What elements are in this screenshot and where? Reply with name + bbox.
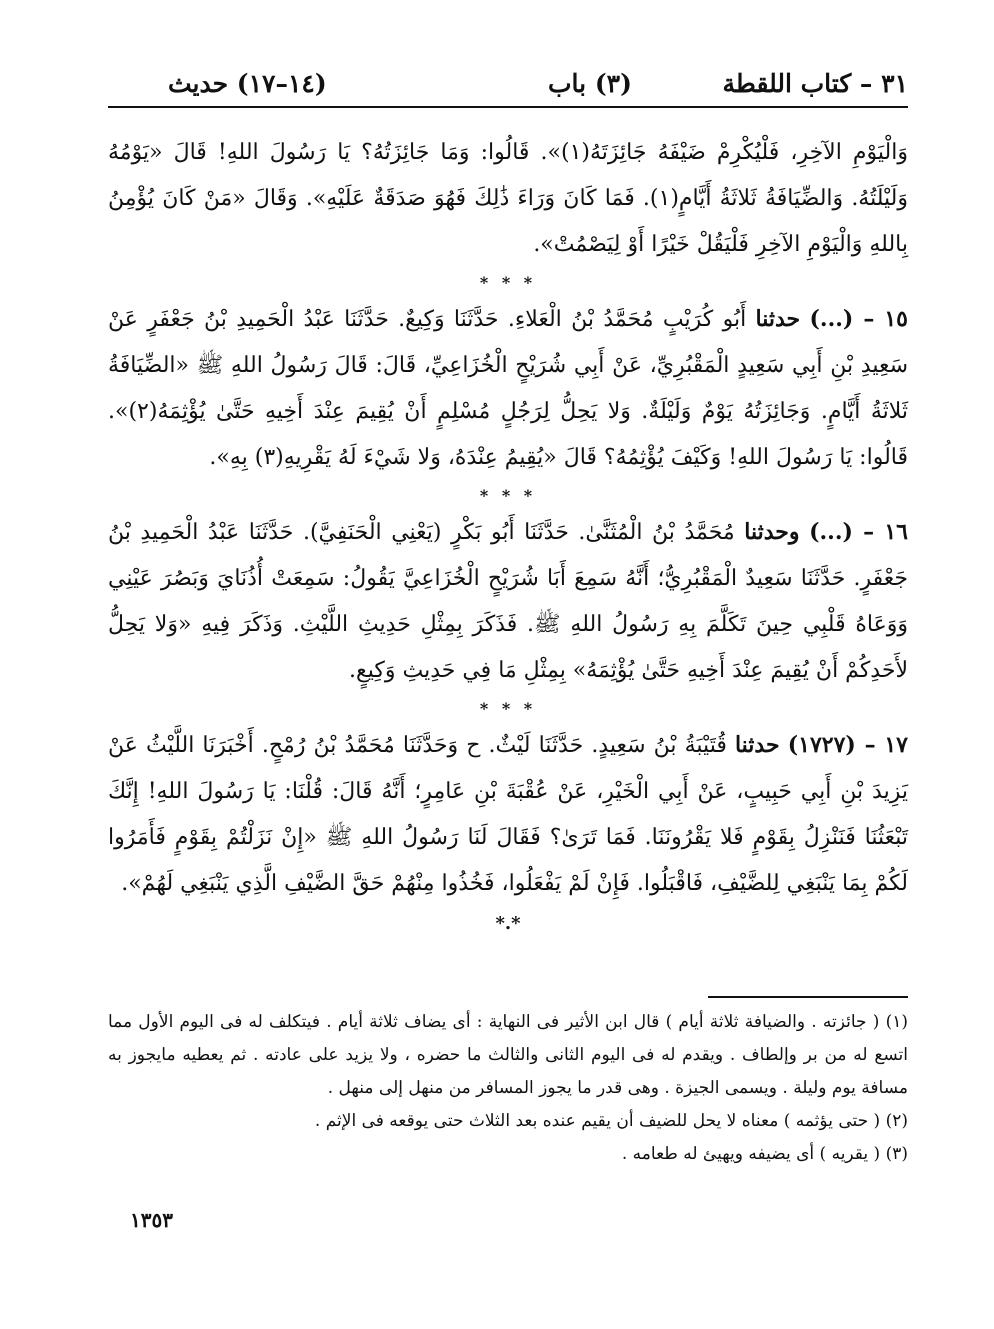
hadith-text: أَبُو كُرَيْبٍ مُحَمَّدُ بْنُ الْعَلاءِ. حَدَّثَنَا وَكِيعٌ. حَدَّثَنَا عَبْدُ الْحَمِيدِ بْنُ جَعْفَرٍ عَنْ سَعِيدِ بْنِ أَبِي سَعِيدٍ الْمَقْبُرِيِّ، عَنْ أَبِي شُرَيْحٍ الْخُزَاعِيِّ، قَالَ: قَالَ رَسُولُ اللهِ ﷺ «الضِّيَافَةُ ثَلاثَةُ أَيَّامٍ. وَجَائِزَتُهُ يَوْمٌ وَلَيْلَةٌ. وَلا يَحِلُّ لِرَجُلٍ مُسْلِمٍ أَنْ يُقِيمَ عِنْدَ أَخِيهِ حَتَّىٰ يُؤْثِمَهُ(٢)». قَالُوا: يَا رَسُولَ اللهِ! وَكَيْفَ يُؤْثِمُهُ؟ قَالَ «يُقِيمُ عِنْدَهُ، وَلا شَيْءَ لَهُ يَقْرِيهِ(٣) بِهِ». <box>108 307 908 470</box>
footnote-3: (٣) ( يقريه ) أى يضيفه ويهيئ له طعامه . <box>621 1144 908 1164</box>
paragraph-continuation: وَالْيَوْمِ الآخِرِ، فَلْيُكْرِمْ ضَيْفَهُ جَائِزَتَهُ(١)». قَالُوا: وَمَا جَائِزَتُهُ؟ يَا رَسُولَ اللهِ! قَالَ «يَوْمُهُ وَلَيْلَتُهُ. وَالضِّيَافَةُ ثَلاثَةُ أَيَّامٍ(١). فَمَا كَانَ وَرَاءَ ذَٰلِكَ فَهُوَ صَدَقَةٌ عَلَيْهِ». وَقَالَ «مَنْ كَانَ يُؤْمِنُ بِاللهِ وَالْيَوْمِ الآخِرِ فَلْيَقُلْ خَيْرًا أَوْ لِيَصْمُتْ». <box>108 140 908 257</box>
section-separator: * * * <box>479 699 537 718</box>
hadith-17 <box>108 722 908 907</box>
footnote-2: (٢) ( حتى يؤثمه ) معناه لا يحل للضيف أن يقيم عنده بعد الثلاث حتى يوقعه فى الإثم . <box>314 1111 908 1131</box>
footnote-divider <box>708 996 908 998</box>
hadith-opener: وحدثنا <box>744 519 800 545</box>
header-hadith-range: (١٤–١٧) حديث <box>168 69 327 98</box>
hadith-number: ١٥ – (...) <box>809 306 908 332</box>
header-chapter: (٣) باب <box>548 69 632 98</box>
section-separator: * * * <box>479 273 537 292</box>
header-book-title: ٣١ – كتاب اللقطة <box>722 69 908 98</box>
hadith-16 <box>108 509 908 694</box>
running-header <box>108 62 908 106</box>
hadith-opener: حدثنا <box>734 732 780 758</box>
section-separator: * * * <box>479 486 537 505</box>
hadith-number: ١٧ – (١٧٢٧) <box>787 732 908 758</box>
page-number: ١٣٥٣ <box>130 1208 173 1232</box>
hadith-text: قُتَيْبَةُ بْنُ سَعِيدٍ. حَدَّثَنَا لَيْثٌ. ح وَحَدَّثَنَا مُحَمَّدُ بْنُ رُمْحٍ. أَخْبَرَنَا اللَّيْثُ عَنْ يَزِيدَ بْنِ أَبِي حَبِيبٍ، عَنْ أَبِي الْخَيْرِ، عَنْ عُقْبَةَ بْنِ عَامِرٍ؛ أَنَّهُ قَالَ: قُلْنَا: يَا رَسُولَ اللهِ! إِنَّكَ تَبْعَثُنَا فَنَنْزِلُ بِقَوْمٍ فَلا يَقْرُونَنَا. فَمَا تَرَىٰ؟ فَقَالَ لَنَا رَسُولُ اللهِ ﷺ «إِنْ نَزَلْتُمْ بِقَوْمٍ فَأَمَرُوا لَكُمْ بِمَا يَنْبَغِي لِلضَّيْفِ، فَاقْبَلُوا. فَإِنْ لَمْ يَفْعَلُوا، فَخُذُوا مِنْهُمْ حَقَّ الضَّيْفِ الَّذِي يَنْبَغِي لَهُمْ». <box>108 733 908 896</box>
header-divider <box>108 106 908 108</box>
chapter-end-mark: *.* <box>495 913 521 934</box>
hadith-15 <box>108 296 908 481</box>
footnotes <box>108 1006 908 1171</box>
hadith-text: مُحَمَّدُ بْنُ الْمُثَنَّىٰ. حَدَّثَنَا أَبُو بَكْرٍ (يَعْنِي الْحَنَفِيَّ). حَدَّثَنَا عَبْدُ الْحَمِيدِ بْنُ جَعْفَرٍ. حَدَّثَنَا سَعِيدٌ الْمَقْبُرِيُّ؛ أَنَّهُ سَمِعَ أَبَا شُرَيْحٍ الْخُزَاعِيَّ يَقُولُ: سَمِعَتْ أُذُنَايَ وَبَصُرَ عَيْنِي وَوَعَاهُ قَلْبِي حِينَ تَكَلَّمَ بِهِ رَسُولُ اللهِ ﷺ. فَذَكَرَ بِمِثْلِ حَدِيثِ اللَّيْثِ. وَذَكَرَ فِيهِ «وَلا يَحِلُّ لأَحَدِكُمْ أَنْ يُقِيمَ عِنْدَ أَخِيهِ حَتَّىٰ يُؤْثِمَهُ» بِمِثْلِ مَا فِي حَدِيثِ وَكِيعٍ. <box>108 520 908 683</box>
hadith-number: ١٦ – (...) <box>809 519 908 545</box>
footnote-1: (١) ( جائزته . والضيافة ثلاثة أيام ) قال ابن الأثير فى النهاية : أى يضاف ثلاثة أيام . فيتكلف له فى اليوم الأول مما اتسع له من بر وإلطاف . ويقدم له فى اليوم الثانى والثالث ما حضره ، ولا يزيد على عادته . ثم يعطيه مايجوز به مسافة يوم وليلة . ويسمى الجيزة . وهى قدر ما يجوز المسافر من منهل إلى منهل . <box>108 1012 908 1098</box>
main-text <box>108 130 908 937</box>
hadith-opener: حدثنا <box>755 306 801 332</box>
